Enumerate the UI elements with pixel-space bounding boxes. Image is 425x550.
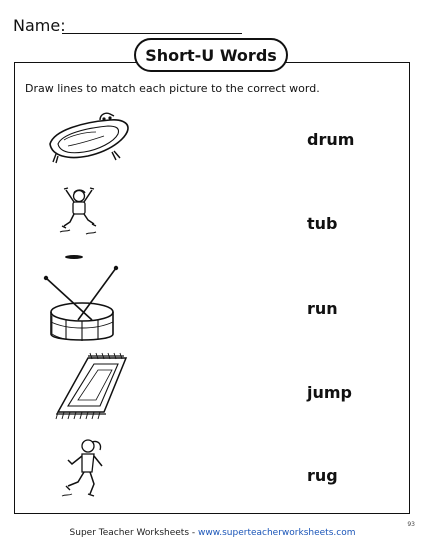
instructions: Draw lines to match each picture to the correct word.	[25, 82, 320, 95]
running-girl-icon	[60, 436, 110, 500]
name-label: Name:	[13, 16, 66, 35]
name-row	[13, 16, 66, 35]
jumping-child-icon	[56, 182, 102, 240]
word-run: run	[307, 299, 338, 318]
word-tub: tub	[307, 214, 338, 233]
word-drum: drum	[307, 130, 355, 149]
footer-url[interactable]: www.superteacherworksheets.com	[197, 528, 356, 538]
name-line[interactable]	[62, 33, 242, 34]
drum-icon	[38, 250, 124, 350]
footer	[0, 528, 425, 538]
tub-icon	[44, 110, 134, 166]
footer-brand: Super Teacher Worksheets -	[69, 528, 198, 538]
word-jump: jump	[307, 383, 352, 402]
rug-icon	[40, 352, 138, 422]
word-rug: rug	[307, 466, 338, 485]
worksheet-title-text: Short-U Words	[145, 45, 277, 65]
corner-number: 93	[407, 521, 415, 528]
worksheet-title	[134, 38, 288, 72]
